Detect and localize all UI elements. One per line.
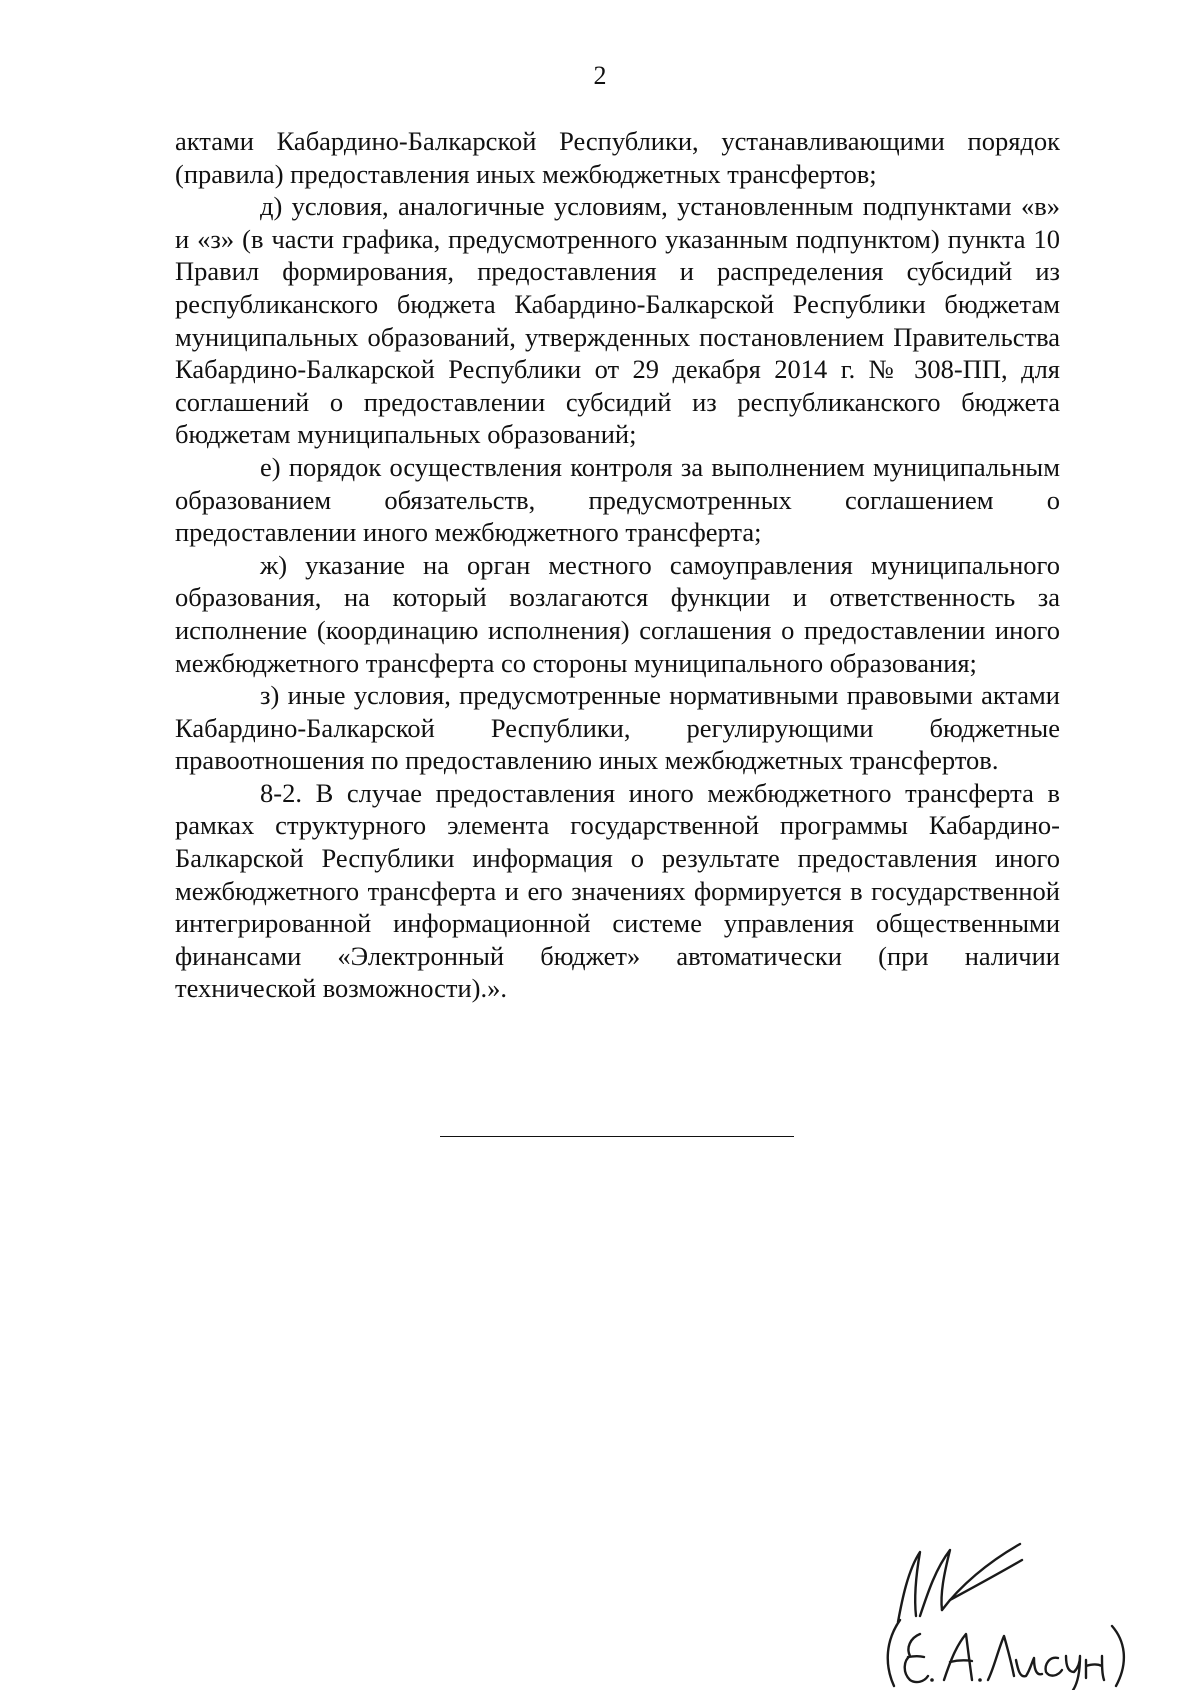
paragraph-item-e: е) порядок осуществления контроля за выполнением муниципальным образованием обязательств, предусмотренных соглашением о предоставлении иного межбюджетного трансферта; bbox=[175, 451, 1060, 548]
page-number: 2 bbox=[593, 61, 607, 90]
paragraph-item-d: д) условия, аналогичные условиям, установленным подпунктами «в» и «з» (в части графика, предусмотренного указанным подпунктом) пункта 10 Правил формирования, предоставления и распределения субсидий из республиканского бюджета Кабардино-Балкарской Республики бюджетам муниципальных образований, утвержденных постановлением Правительства Кабардино-Балкарской Республики от 29 декабря 2014 г. № 308-ПП, для соглашений о предоставлении субсидий из республиканского бюджета бюджетам муниципальных образований; bbox=[175, 191, 1060, 450]
paragraph-item-z: з) иные условия, предусмотренные нормативными правовыми актами Кабардино-Балкарской Республики, регулирующими бюджетные правоотношения по предоставлению иных межбюджетных трансфертов. bbox=[175, 680, 1060, 776]
paragraph-continuation: актами Кабардино-Балкарской Республики, устанавливающими порядок (правила) предоставления иных межбюджетных трансфертов; bbox=[175, 126, 1060, 189]
paragraph-item-zh: ж) указание на орган местного самоуправления муниципального образования, на который возлагаются функции и ответственность за исполнение (координацию исполнения) соглашения о предоставлении иного межбюджетного трансферта со стороны муниципального образования; bbox=[175, 549, 1060, 678]
paragraph-8-2: 8-2. В случае предоставления иного межбюджетного трансферта в рамках структурного элемента государственной программы Кабардино-Балкарской Республики информация о результате предоставления иного межбюджетного трансферта и его значениях формируется в государственной интегрированной информационной системе управления общественными финансами «Электронный бюджет» автоматически (при наличии технической возможности).». bbox=[175, 777, 1060, 1004]
end-of-text-rule bbox=[440, 1136, 794, 1137]
document-body bbox=[175, 125, 1060, 1005]
handwritten-signature bbox=[880, 1530, 1140, 1690]
